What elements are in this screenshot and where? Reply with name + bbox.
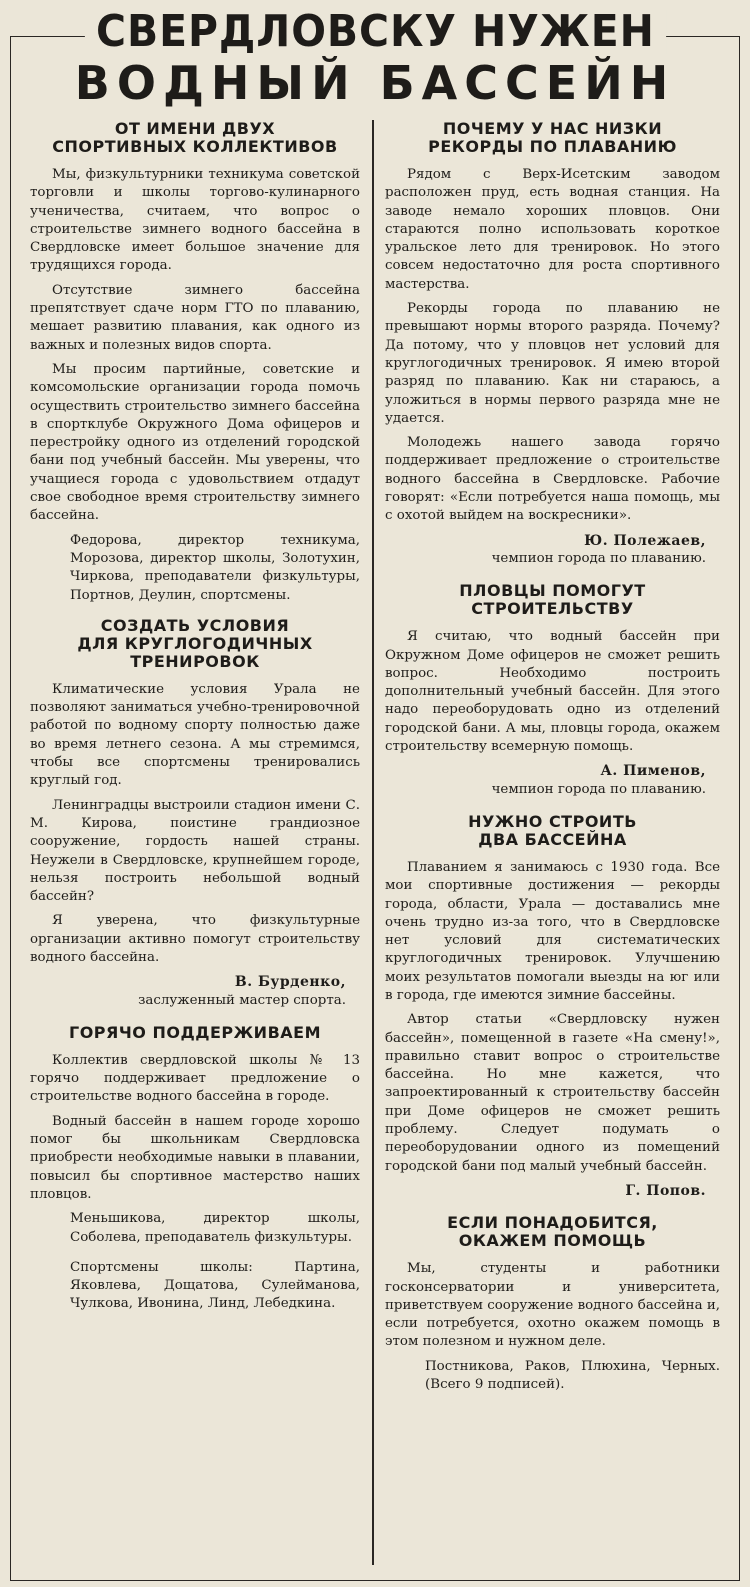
article-heading (385, 582, 720, 618)
article-heading (385, 120, 720, 156)
article-two-pools (385, 813, 720, 1200)
signatures: Федорова, директор техникума, Морозова, директор школы, Золотухин, Чиркова, преподаватели физкультуры, Портнов, Деулин, спортсмены. (70, 532, 360, 603)
paragraph: Автор статьи «Свердловску нужен бассейн», помещенной в газете «На смену!», правильно ставит вопрос о строительстве бассейна. Но мне кажется, что запроектированный к строительству бассейн при Доме офицеров не сможет решить проблему. Следует подумать о переоборудовании одного из помещений городской бани под малый учебный бассейн. (385, 1012, 720, 1174)
heading-line: РЕКОРДЫ ПО ПЛАВАНИЮ (428, 137, 677, 156)
column-divider (372, 120, 374, 1565)
paragraph: Отсутствие зимнего бассейна препятствует сдаче норм ГТО по плаванию, мешает развитию плавания, как одного из важных и полезных видов спорта. (30, 282, 360, 353)
heading-line: ПОЧЕМУ У НАС НИЗКИ (442, 119, 663, 138)
article-heading (385, 813, 720, 849)
article-heading (30, 120, 360, 156)
article-create-conditions (30, 617, 360, 1010)
paragraph: Молодежь нашего завода горячо поддерживает предложение о строительстве водного бассейна в Свердловске. Рабочие говорят: «Если потребуется наша помощь, мы с охотой выйдем на воскресники». (385, 435, 720, 524)
heading-line: ЕСЛИ ПОНАДОБИТСЯ, (447, 1213, 658, 1233)
signatures: Постникова, Раков, Плюхина, Черных. (Всего 9 подписей). (425, 1358, 720, 1393)
author-title: чемпион города по плаванию. (491, 781, 706, 797)
paragraph: Плаванием я занимаюсь с 1930 года. Все мои спортивные достижения — рекорды города, области, Урала — доставались мне очень трудно из-за того, что в Свердловске нет условий для систематических круглогодичных тренировок. Улучшению моих результатов помогали выезды на юг или в города, где имеются зимние бассейны. (385, 859, 720, 1003)
paragraph: Рекорды города по плаванию не превышают нормы второго разряда. Почему? Да потому, что у пловцов нет условий для круглогодичных тренировок. Я имею второй разряд по плаванию. Как ни стараюсь, а уложиться в нормы первого разряда мне не удается. (385, 301, 720, 426)
heading-line: ПЛОВЦЫ ПОМОГУТ (459, 581, 646, 601)
paragraph: Климатические условия Урала не позволяют заниматься учебно-тренировочной работой по водному спорту полностью даже во время летнего сезона. А мы стремимся, чтобы все спортсмены тренировались круглый год. (30, 681, 360, 789)
headline-line-2: ВОДНЫЙ БАССЕЙН (74, 56, 676, 110)
paragraph: Ленинградцы выстроили стадион имени С. М. Кирова, поистине грандиозное сооружение, гордость нашей страны. Неужели в Свердловске, крупнейшем городе, нельзя построить небольшой водный бассейн? (30, 797, 360, 905)
paragraph: Коллектив свердловской школы № 13 горячо поддерживает предложение о строительстве водного бассейна в городе. (30, 1052, 360, 1105)
author-name: А. Пименов, (600, 763, 706, 780)
article-heading (30, 1024, 360, 1042)
signatures: Спортсмены школы: Партина, Яковлева, Дощатова, Сулейманова, Чулкова, Ивонина, Линд, Лебедкина. (70, 1259, 360, 1312)
article-swimmers-will-help (385, 582, 720, 799)
heading-line: НУЖНО СТРОИТЬ (468, 811, 637, 831)
article-heading (30, 617, 360, 671)
author-name: Г. Попов. (625, 1182, 706, 1199)
heading-line: ТРЕНИРОВОК (130, 651, 260, 671)
paragraph: Мы просим партийные, советские и комсомольские организации города помочь осуществить строительство зимнего бассейна в спортклубе Окружного Дома офицеров и перестройку одного из отделений городской бани под учебный бассейн. Мы уверены, что учащиеся города с удовольствием отдадут свое свободное время строительству зимнего бассейна. (30, 361, 360, 524)
paragraph: Мы, студенты и работники госконсерватории и университета, приветствуем сооружение водного бассейна и, если потребуется, охотно окажем помощь в этом полезном и нужном деле. (385, 1261, 720, 1350)
signatures: Меньшикова, директор школы, Соболева, преподаватель физкультуры. (70, 1211, 360, 1245)
author-title: заслуженный мастер спорта. (138, 992, 346, 1008)
paragraph: Я уверена, что физкультурные организации активно помогут строительству водного бассейна. (30, 913, 360, 965)
author-title: чемпион города по плаванию. (491, 550, 706, 566)
heading-line: СТРОИТЕЛЬСТВУ (471, 599, 634, 619)
heading-line: СПОРТИВНЫХ КОЛЛЕКТИВОВ (52, 137, 338, 156)
article-warmly-support (30, 1024, 360, 1314)
heading-line: СОЗДАТЬ УСЛОВИЯ (100, 615, 290, 635)
article-heading (385, 1214, 720, 1250)
heading-line: ДВА БАССЕЙНА (478, 829, 627, 849)
paragraph: Мы, физкультурники техникума советской торговли и школы торгово-кулинарного ученичества, считаем, что вопрос о строительстве зимнего водного бассейна в Свердловске имеет большое значение для трудящихся города. (30, 167, 360, 274)
heading-line: ОКАЖЕМ ПОМОЩЬ (458, 1231, 647, 1251)
left-column (30, 120, 360, 1326)
paragraph: Рядом с Верх-Исетским заводом расположен пруд, есть водная станция. На заводе немало хороших пловцов. Они стараются полно использовать короткое уральское лето для тренировок. Но этого совсем недостаточно для роста спортивного мастерства. (385, 167, 720, 292)
article-why-records-low (385, 120, 720, 568)
article-will-help-if-needed (385, 1214, 720, 1394)
article-from-two-collectives (30, 120, 360, 605)
heading-line: ОТ ИМЕНИ ДВУХ (114, 119, 276, 138)
author-name: В. Бурденко, (234, 974, 346, 991)
paragraph: Водный бассейн в нашем городе хорошо помог бы школьникам Свердловска приобрести необходимые навыки в плавании, повысил бы спортивное мастерство наших пловцов. (30, 1113, 360, 1202)
headline-line-1: СВЕРДЛОВСКУ НУЖЕН (84, 10, 665, 54)
paragraph: Я считаю, что водный бассейн при Окружном Доме офицеров не сможет решить вопрос. Необходимо построить дополнительный учебный бассейн. Для этого надо переоборудовать одно из отделений городской бани. А мы, пловцы города, окажем строительству всемерную помощь. (385, 629, 720, 755)
heading-line: ГОРЯЧО ПОДДЕРЖИВАЕМ (69, 1022, 321, 1042)
author-name: Ю. Полежаев, (584, 532, 706, 549)
heading-line: ДЛЯ КРУГЛОГОДИЧНЫХ (77, 633, 313, 653)
headline (0, 6, 750, 110)
right-column (385, 120, 720, 1406)
